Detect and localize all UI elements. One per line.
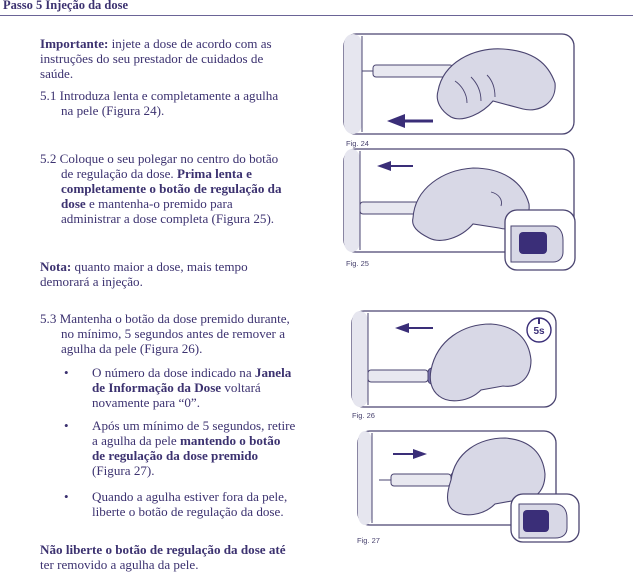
step-5-2-line-4 [61,196,233,211]
important-line-1 [40,36,272,51]
skin-surface [352,311,368,407]
step-5-1-line-2: na pele (Figura 24). [61,103,165,118]
bullet-1-line-1 [92,365,291,380]
section-title: Passo 5 Injeção da dose [3,0,129,12]
bullet-1-text-a: O número da dose indicado na [92,365,255,380]
bullet-3-line-1: Quando a agulha estiver fora da pele, [92,489,288,504]
step-5-2-line-4a: dose [61,196,86,211]
figure-24-illustration [343,33,575,135]
figure-27-caption: Fig. 27 [357,536,380,545]
section-header [0,0,633,16]
bullet-1-line-2 [92,380,261,395]
bullet-1-dot: • [64,365,69,380]
step-5-3-line-2: no mínimo, 5 segundos antes de remover a [61,326,286,341]
skin-surface [344,149,360,252]
inset-button [523,510,549,532]
bullet-2-line-3: de regulação da dose premido [92,448,259,463]
step-5-2-line-1: 5.2 Coloque o seu polegar no centro do botão [40,151,279,166]
warning-line-2: ter removido a agulha da pele. [40,557,199,572]
figure-26-caption: Fig. 26 [352,411,375,420]
step-5-3-line-3: agulha da pele (Figura 26). [61,341,203,356]
step-5-2-line-2a: de regulação da dose. [61,166,177,181]
bullet-2-line-1: Após um mínimo de 5 segundos, retire [92,418,296,433]
important-text-1: injete a dose de acordo com as [111,36,272,51]
step-5-2-line-2 [61,166,252,181]
pen-cartridge [368,370,428,382]
note-line-1 [40,259,248,274]
pen-cartridge [360,202,420,214]
inset-button [519,232,547,254]
step-5-2-line-5: administrar a dose completa (Figura 25). [61,211,275,226]
pen-cartridge [373,65,453,77]
bullet-1-text-d: voltará [221,380,261,395]
pen-cartridge [391,474,451,486]
bullet-1-line-3: novamente para “0”. [92,395,200,410]
bullet-1-text-c: de Informação da Dose [92,380,222,395]
figure-27-illustration [355,428,583,544]
bullet-2-text-a: a agulha da pele [92,433,180,448]
step-5-2-line-4b: e mantenha-o premido para [85,196,233,211]
bullet-3-line-2: liberte o botão de regulação da dose. [92,504,284,519]
step-5-1-line-1: 5.1 Introduza lenta e completamente a agulha [40,88,279,103]
note-line-2: demorará a injeção. [40,274,143,289]
bullet-2-text-b: mantendo o botão [179,433,281,448]
skin-surface [358,431,372,525]
skin-surface [344,34,362,134]
note-text-1: quanto maior a dose, mais tempo [71,259,248,274]
important-label: Importante: [40,36,109,51]
bullet-2-line-2 [92,433,280,448]
important-line-3: saúde. [40,66,74,81]
important-line-2: instruções do seu prestador de cuidados de [40,51,264,66]
bullet-2-dot: • [64,418,69,433]
warning-line-1: Não liberte o botão de regulação da dose até [40,542,286,557]
bullet-1-text-b: Janela [254,365,292,380]
timer-label: 5s [533,326,545,337]
step-5-3-line-1: 5.3 Mantenha o botão da dose premido durante, [40,311,290,326]
bullet-3-dot: • [64,489,69,504]
step-5-2-line-3: completamente o botão de regulação da [61,181,282,196]
step-5-2-line-2b: Prima lenta e [176,166,252,181]
figure-24-caption: Fig. 24 [346,139,369,148]
figure-25-illustration [343,148,578,274]
figure-25-caption: Fig. 25 [346,259,369,268]
note-label: Nota: [40,259,72,274]
figure-26-illustration [351,310,559,410]
bullet-2-line-4: (Figura 27). [92,463,155,478]
